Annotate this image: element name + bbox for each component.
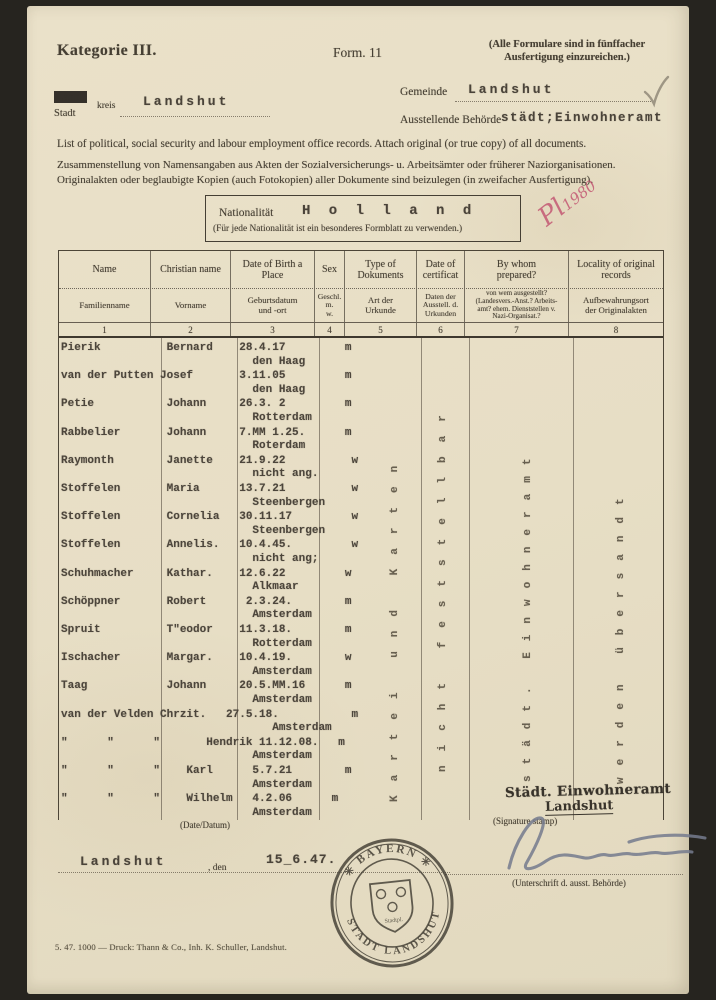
annotation-by-whom-prepared: städt. Einwohneramt [522, 447, 534, 782]
office-stamp-line1: Städt. Einwohneramt [504, 780, 672, 802]
column-header: 6 [417, 323, 465, 336]
table-rule [469, 338, 470, 820]
table-row [61, 793, 338, 820]
column-header: 4 [315, 323, 345, 336]
table-row-line: nicht ang. [61, 468, 319, 481]
red-pencil-initial: Pl [532, 192, 572, 233]
column-header: 3 [231, 323, 315, 336]
table-header-row-numbers [59, 322, 663, 338]
city-seal-stamp [320, 830, 463, 977]
column-header: Christian name [151, 251, 231, 288]
column-header: Daten der Ausstell. d. Urkunden [417, 289, 465, 322]
nationality-note: (Für jede Nationalität ist ein besonderes Formblatt zu verwenden.) [213, 224, 463, 234]
table-rule [573, 338, 574, 820]
seal-top-text: ✳ BAYERN ✳ [342, 842, 435, 880]
table-row-line: Spruit T"eodor 11.3.18. m [61, 624, 352, 636]
kreis-label: kreis [97, 101, 116, 111]
column-header: Geburtsdatum und -ort [231, 289, 315, 322]
annotation-date-of-certificate: nicht feststellbar [437, 401, 449, 772]
column-header: 8 [613, 324, 619, 335]
table-row-line: Amsterdam [61, 693, 312, 706]
column-header: Sex [315, 251, 345, 288]
date-caption: (Date/Datum) [180, 820, 230, 830]
table-row-line: Amsterdam [61, 778, 312, 791]
table-row-line: den Haag [61, 355, 306, 368]
column-header: von wem ausgestellt? (Landesvers.-Anst.? Arbeits- amt? ehem. Dienststellen v. Nazi-Organisat.? [465, 289, 569, 322]
land-label-struck [54, 91, 87, 103]
issued-place-value: Landshut [80, 854, 167, 869]
seal-bottom-text: STADT LANDSHUT [344, 908, 443, 958]
column-header: 7 [465, 323, 569, 336]
table-row-line: van der Velden Chrzit. 27.5.18. m [61, 708, 359, 721]
table-row-line: Ischacher Margar. 10.4.19. w [61, 652, 352, 665]
den-label: , den [208, 863, 227, 873]
signature-stamp-caption: (Signature stamp) [493, 816, 558, 826]
annotation-type-of-documents: Kartei und Karten [389, 451, 401, 802]
nationality-label: Nationalität [219, 207, 274, 219]
table-row-line: den Haag [61, 383, 306, 396]
form-number: Form. 11 [333, 45, 383, 60]
table-row-line: Amsterdam [61, 722, 332, 735]
table-row-line: Stoffelen Annelis. 10.4.45. w [61, 539, 359, 552]
land-label-blackout: Land- [56, 91, 85, 103]
table-row-line: Pierik Bernard 28.4.17 m [61, 342, 352, 354]
handwritten-signature [489, 804, 716, 884]
column-header: Aufbewahrungsort der Originalakten [583, 294, 649, 315]
column-header: Name [59, 251, 151, 288]
office-stamp-line2: Landshut [544, 798, 614, 815]
table-row-line: Steenbergen [61, 496, 326, 509]
table-row [61, 455, 358, 482]
table-body [59, 338, 663, 820]
instructions-english: List of political, social security and labour employment office records. Attach original (or true copy) of all documents. [57, 138, 587, 150]
column-header: Date of certificat [417, 251, 465, 288]
table-row-line: Amsterdam [61, 665, 312, 678]
table-row [61, 511, 358, 538]
copies-note-line2: Ausfertigung einzureichen.) [504, 51, 630, 63]
issuing-authority-value: städt;Einwohneramt [501, 111, 664, 125]
table-header-row-german [59, 289, 663, 322]
copies-note-line1: (Alle Formulare sind in fünffacher [488, 39, 646, 50]
table-row-line: Petie Johann 26.3. 2 m [61, 398, 352, 411]
table-row [61, 652, 351, 679]
copies-note [451, 39, 683, 64]
paper-sheet [27, 6, 689, 994]
table-row-line: Roterdam [61, 440, 306, 453]
table-row-line: Schuhmacher Kathar. 12.6.22 w [61, 567, 352, 580]
table-row-line: Rotterdam [61, 411, 312, 424]
gemeinde-underline [455, 101, 651, 102]
column-header: Type of Dokuments [345, 251, 417, 288]
table-row [61, 398, 351, 425]
red-pencil-number: 1980 [558, 176, 600, 215]
table-row-line: " " " Wilhelm 4.2.06 m [61, 793, 339, 806]
nationality-value: H o l l a n d [302, 203, 477, 219]
seal-center-text: Stadtpl. [384, 916, 404, 925]
column-header: Locality of original records [577, 258, 655, 281]
table-row [61, 624, 351, 651]
table-row [61, 680, 351, 707]
stadt-label: Stadt [54, 108, 76, 119]
instructions-german-line2: Originalakten oder beglaubigte Kopien (auch Fotokopien) aller Dokumente sind beizulegen (in zweifacher Ausfertigung). [57, 173, 594, 186]
column-header: Vorname [151, 289, 231, 322]
table-row-line: Steenbergen [61, 524, 326, 537]
table-row-line: Raymonth Janette 21.9.22 w [61, 454, 359, 467]
annotation-locality: werden übersandt [615, 486, 627, 784]
kreis-value: Landshut [143, 94, 230, 109]
column-header: Geschl. m. w. [315, 289, 345, 322]
column-header: Art der Urkunde [345, 289, 417, 322]
table-row [61, 483, 358, 510]
column-header: By whom prepared? [465, 251, 569, 288]
signature-caption: (Unterschrift d. ausst. Behörde) [512, 878, 626, 888]
table-row [61, 765, 351, 792]
table-row-line: Stoffelen Cornelia 30.11.17 w [61, 511, 359, 524]
table-row-line: " " " Karl 5.7.21 m [61, 765, 352, 777]
table-header-row-english [59, 251, 663, 289]
table-rule [421, 338, 422, 820]
table-row-line: Amsterdam [61, 609, 312, 622]
instructions-german-line1: Zusammenstellung von Namensangaben aus Akten der Sozialversicherungs- u. Arbeitsämter oder früherer Naziorganisationen. [57, 159, 616, 171]
issued-date-value: 15_6.47. [266, 852, 337, 867]
table-row-line: " " " Hendrik 11.12.08. m [61, 736, 345, 749]
issuing-authority-label: Ausstellende Behörde [400, 114, 502, 126]
gemeinde-label: Gemeinde [400, 86, 448, 98]
column-header: Date of Birth a Place [231, 251, 315, 288]
table-row-line: Taag Johann 20.5.MM.16 m [61, 680, 352, 693]
column-header: Familienname [59, 289, 151, 322]
table-row [61, 709, 358, 736]
table-row-line: Stoffelen Maria 13.7.21 w [61, 483, 359, 495]
printer-imprint: 5. 47. 1000 — Druck: Thann & Co., Inh. K. Schuller, Landshut. [55, 942, 288, 952]
gemeinde-value: Landshut [468, 82, 555, 97]
table-row-line: Amsterdam [61, 750, 312, 763]
table-row-line: Rotterdam [61, 637, 312, 650]
table-row [61, 737, 345, 764]
table-row-line: Alkmaar [61, 581, 299, 594]
kreis-underline [120, 116, 270, 117]
pencil-checkmark [641, 74, 671, 108]
table-row [61, 342, 351, 369]
column-header: 1 [59, 323, 151, 336]
records-table [58, 250, 664, 820]
table-row-line: Amsterdam [61, 806, 312, 819]
table-row-line: van der Putten Josef 3.11.05 m [61, 370, 352, 383]
nationality-box [205, 195, 521, 242]
column-header: 2 [151, 323, 231, 336]
category-heading: Kategorie III. [57, 42, 157, 59]
table-row [61, 427, 351, 454]
table-row [61, 568, 351, 595]
table-row [61, 370, 351, 397]
table-row-line: Rabbelier Johann 7.MM 1.25. m [61, 426, 352, 439]
table-row-line: nicht ang; [61, 552, 319, 565]
table-row [61, 596, 351, 623]
table-row-line: Schöppner Robert 2.3.24. m [61, 595, 352, 608]
column-header: 5 [345, 323, 417, 336]
table-row [61, 539, 358, 566]
